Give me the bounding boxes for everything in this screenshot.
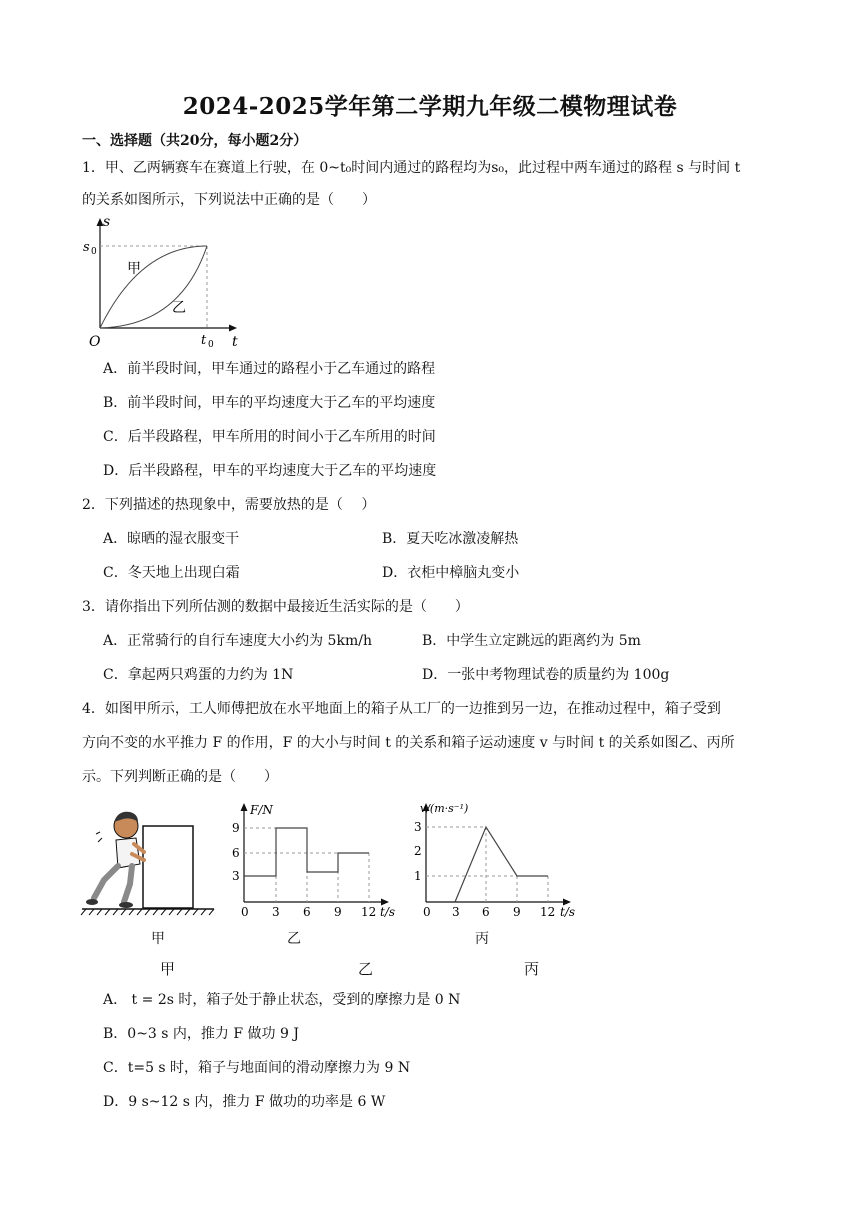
q1-origin-label: O: [89, 334, 101, 350]
q4-stem-line1: 4．如图甲所示，工人师傅把放在水平地面上的箱子从工厂的一边推到另一边，在推动过程中，箱子受到: [82, 701, 721, 717]
q1-t0-label: t: [201, 333, 207, 348]
q4-velocity-x-tick-12: 12: [540, 905, 556, 919]
q4-fig-jia-caption: 甲: [151, 931, 165, 947]
q4-velocity-y-tick-3: 3: [414, 820, 422, 834]
q3-option-a: A．正常骑行的自行车速度大小约为 5km/h: [103, 633, 372, 649]
q4-option-c: C．t=5 s 时，箱子与地面间的滑动摩擦力为 9 N: [103, 1060, 411, 1076]
q4-label-yi: 乙: [358, 960, 374, 978]
q4-velocity-y-label: v/(m·s⁻¹): [420, 802, 469, 815]
q1-option-a: A．前半段时间，甲车通过的路程小于乙车通过的路程: [103, 361, 436, 377]
q4-velocity-y-tick-2: 2: [414, 844, 422, 858]
q2-stem: 2．下列描述的热现象中，需要放热的是（ ）: [82, 497, 376, 513]
q3-option-c: C．拿起两只鸡蛋的力约为 1N: [103, 667, 294, 683]
q4-force-x-tick-6: 6: [303, 905, 311, 919]
q1-curve-yi-label: 乙: [172, 300, 186, 316]
q4-velocity-time-graph: [410, 798, 590, 922]
q4-velocity-y-tick-1: 1: [414, 869, 422, 883]
q1-y-axis-label: s: [103, 216, 111, 230]
q2-option-d: D．衣柜中樟脑丸变小: [382, 565, 520, 581]
q1-x-axis-label: t: [232, 334, 238, 350]
q1-distance-time-graph: [80, 216, 250, 352]
q1-s0-label: s: [83, 240, 90, 255]
q4-force-time-graph: [228, 798, 408, 922]
q3-option-b: B．中学生立定跳远的距离约为 5m: [422, 633, 641, 649]
q1-t0-subscript: 0: [208, 340, 214, 350]
q4-force-y-tick-9: 9: [232, 821, 240, 835]
q4-fig-yi-caption: 乙: [287, 931, 301, 947]
q4-force-x-tick-0: 0: [241, 905, 249, 919]
q2-option-a: A．晾晒的湿衣服变干: [103, 531, 240, 547]
q4-force-y-tick-6: 6: [232, 846, 240, 860]
q4-fig-bing-caption: 丙: [475, 931, 489, 947]
q4-force-x-label: t/s: [380, 905, 396, 919]
q4-velocity-x-tick-9: 9: [513, 905, 521, 919]
q4-force-y-label: F/N: [250, 803, 273, 817]
q4-stem-line3: 示。下列判断正确的是（ ）: [82, 769, 278, 785]
q1-curve-jia-label: 甲: [127, 261, 141, 277]
q1-option-b: B．前半段时间，甲车的平均速度大于乙车的平均速度: [103, 395, 436, 411]
q1-stem-line2: 的关系如图所示，下列说法中正确的是（ ）: [82, 192, 376, 208]
q4-force-x-tick-9: 9: [334, 905, 342, 919]
q1-option-c: C．后半段路程，甲车所用的时间小于乙车所用的时间: [103, 429, 436, 445]
q3-stem: 3．请你指出下列所估测的数据中最接近生活实际的是（ ）: [82, 599, 469, 615]
q4-force-y-tick-3: 3: [232, 869, 240, 883]
q4-option-d: D．9 s~12 s 内，推力 F 做功的功率是 6 W: [103, 1094, 386, 1110]
q4-velocity-x-tick-0: 0: [423, 905, 431, 919]
q2-option-c: C．冬天地上出现白霜: [103, 565, 240, 581]
q4-velocity-x-label: t/s: [560, 905, 576, 919]
q1-s0-subscript: 0: [91, 247, 97, 257]
q1-stem-line1: 1．甲、乙两辆赛车在赛道上行驶，在 0~t₀时间内通过的路程均为s₀，此过程中两车通过的路程 s 与时间 t: [82, 160, 741, 176]
q2-option-b: B．夏天吃冰激凌解热: [382, 531, 519, 547]
section-heading: 一、选择题（共20分，每小题2分）: [82, 133, 308, 149]
q1-option-d: D．后半段路程，甲车的平均速度大于乙车的平均速度: [103, 463, 437, 479]
q4-label-jia: 甲: [160, 960, 176, 978]
q4-label-bing: 丙: [524, 960, 540, 978]
q4-worker-pushing-box-figure: [80, 798, 220, 948]
q4-option-b: B．0~3 s 内，推力 F 做功 9 J: [103, 1026, 299, 1042]
q4-force-x-tick-3: 3: [272, 905, 280, 919]
q3-option-d: D．一张中考物理试卷的质量约为 100g: [422, 667, 670, 683]
q4-stem-line2: 方向不变的水平推力 F 的作用，F 的大小与时间 t 的关系和箱子运动速度 v 与时间 t 的关系如图乙、丙所: [82, 735, 735, 751]
q4-velocity-x-tick-3: 3: [452, 905, 460, 919]
page-title: 2024-2025学年第二学期九年级二模物理试卷: [182, 93, 678, 120]
q4-velocity-x-tick-6: 6: [482, 905, 490, 919]
q4-force-x-tick-12: 12: [361, 905, 377, 919]
q4-option-a: A． t = 2s 时，箱子处于静止状态，受到的摩擦力是 0 N: [103, 992, 461, 1008]
